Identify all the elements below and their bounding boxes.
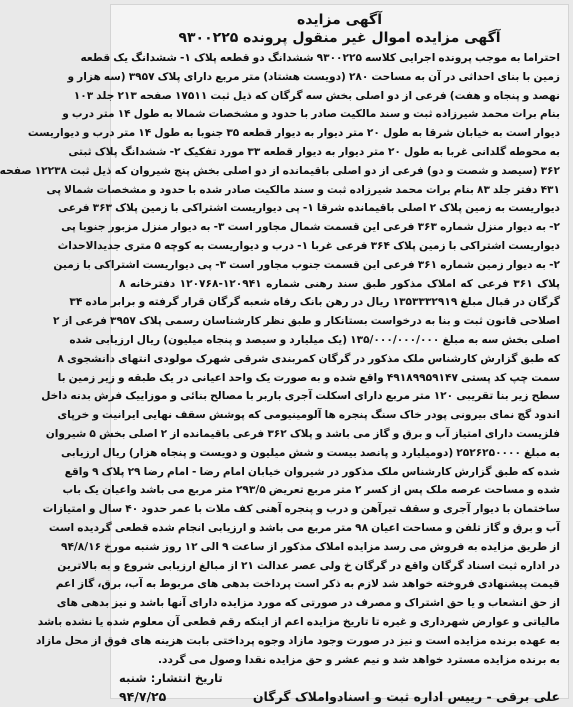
notice-line: ۲- به دیوار منزل شماره ۳۶۳ فرعی این قسمت شمال مجاور است ۳- به دیوار منزل مزبور جنوبا پی xyxy=(61,221,560,234)
notice-line: از طریق مزایده به فروش می رسد مزایده املاک مذکور از ساعت ۹ الی ۱۲ روز شنبه مورخ ۹۴/۸/۱۶ xyxy=(61,540,560,553)
notice-line: گرگان در قبال مبلغ ۱۳۵۳۳۳۲۹۱۹ ریال در رهن بانک رفاه شعبه گرگان قرار گرفته و برابر ماده ۳۴ xyxy=(69,296,560,309)
notice-line: شده که طبق گزارش کارشناس ملک مذکور در شیروان خیابان امام رضا - امام رضا ۲۹ پلاک ۹ واقع xyxy=(64,465,560,478)
notice-line: به محوطه گلدانی غربا به طول ۲۰ متر دیوار به دیوار قطعه ۳۳ مورد تفکیک ۲- ششدانگ پلاک ثبتی xyxy=(68,145,560,158)
notice-line: احتراما به موجب پرونده اجرایی کلاسه ۹۳۰۰۲۲۵ ششدانگ دو قطعه پلاک ۱- ششدانگ یک قطعه xyxy=(80,52,560,64)
notice-body xyxy=(0,47,568,669)
notice-line: اندود گچ نمای بیرونی پودر خاک سنگ پنجره ها آلومینیومی که پوشش سقف نهایی ایرانیت و خرپای xyxy=(57,409,560,422)
notice-line: دیواریست اشتراکی با زمین پلاک ۳۶۴ فرعی غربا ۱- درب و دیواریست به کوچه ۵ متری جدیدالاحداث xyxy=(57,239,560,252)
notice-line: در اداره ثبت اسناد گرگان واقع در گرگان خ ولی عصر عدالت ۲۱ از مبالغ ارزیابی شروع و به بالاترین xyxy=(57,559,560,572)
notice-line: به برنده مزایده مسترد خواهد شد و نیم عشر و حق مزایده نقدا وصول می گردد. xyxy=(157,653,560,666)
notice-line: به عهده برنده مزایده است و نیز در صورت وجود مازاد وجوه پرداختی بابت هزینه های فوق از محل مازاد xyxy=(35,634,560,647)
notice-line: سمت چپ کد پستی ۴۹۱۸۹۹۵۹۱۴۷ واقع شده و به صورت یک واحد اعیانی در یک طبقه و زیر زمین با xyxy=(57,371,560,384)
notice-line: ۳۶۲ (سیصد و شصت و دو) فرعی از دو اصلی باقیمانده از دو اصلی بخش پنج شیروان که ذیل ثبت ۱۲۲۳۸ صفحه xyxy=(0,164,560,177)
notice-line: سطح زیر بنا تقریبی ۱۲۰ متر مربع دارای اسکلت آجری باربر با مصالح بنائی و موزاییک فرش بدنه داخل xyxy=(41,390,560,403)
notice-line: دیوار است به خیابان شرقا به طول ۲۰ متر دیوار به دیوار قطعه ۳۵ جنوبا به طول ۱۴ متر درب و دیواریست xyxy=(27,127,560,140)
notice-line: ساختمان با دیوار آجری و سقف تیرآهن و درب و پنجره آهنی کف ملات با عمر حدود ۴۰ سال و امتیازات xyxy=(42,503,560,516)
notice-line: پلاک ۳۶۱ فرعی که املاک مذکور طبق سند رهنی شماره ۱۲۰۹۴۱-۱۲۰۷۶۸ دفترخانه ۸ xyxy=(119,277,560,290)
notice-line: به مبلغ ۲۵۲۶۲۵۰۰۰۰ (دومیلیارد و پانصد بیست و شش میلیون و دویست و پنجاه هزار) ریال ارزیابی xyxy=(61,446,560,459)
signature-line xyxy=(111,687,568,707)
notice-title: آگهی مزایده xyxy=(296,12,382,28)
notice-line: مالیاتی و عوارض شهرداری و غیره تا تاریخ مزایده اعم از اینکه رقم قطعی آن معلوم شده یا نشده باشد xyxy=(37,615,560,628)
notice-line: که طبق گزارش کارشناس ملک مذکور در گرگان کمربندی شرقی شهرک مولودی انتهای دانشجوی ۸ xyxy=(57,352,560,365)
signature-date: ۹۴/۷/۲۵ xyxy=(119,689,167,705)
publication-label: تاریخ انتشار: xyxy=(150,671,223,686)
notice-line: ۴۳۱ دفتر جلد ۸۳ بنام برات محمد شیرزاده ثبت و سند مالکیت صادر شده با حدود و مشخصات شمالا پی xyxy=(46,183,560,196)
notice-line: آب و برق و گاز تلفن و مساحت اعیان ۹۸ متر مربع می باشد و ارزیابی انجام شده قطعی گردیده است xyxy=(48,521,560,534)
publication-day: شنبه xyxy=(119,671,147,686)
notice-line: از حق انشعاب و یا حق اشتراک و مصرف در صورتی که مورد مزایده دارای آنها باشد و نیز بدهی های xyxy=(56,597,560,610)
notice-line: اصلی بخش سه به مبلغ ۱۳۵/۰۰۰/۰۰۰/۰۰۰ (یک میلیارد و سیصد و پنجاه میلیون) ریال ارزیابی شده xyxy=(69,333,560,346)
notice-line: شده و مساحت عرصه ملک پس از کسر ۲ متر مربع تعریض ۲۹۳/۵ متر مربع می باشد واعیان یک باب xyxy=(62,484,560,497)
notice-header xyxy=(111,5,568,47)
notice-line: زمین با بنای احداثی در آن به مساحت ۲۸۰ (دویست هشتاد) متر مربع دارای پلاک ۳۹۵۷ (سه هزار و xyxy=(67,70,560,83)
signer-name: علی برقی - رییس اداره ثبت و اسنادواملاک گرگان xyxy=(252,689,560,705)
publication-info xyxy=(111,669,568,687)
notice-line: دیواریست به زمین پلاک ۲ اصلی باقیمانده شرقا ۱- پی دیواریست اشتراکی با زمین پلاک ۳۶۳ فرعی xyxy=(58,202,560,215)
notice-line: ۲- به دیوار زمین شماره ۳۶۱ فرعی این قسمت جنوب مجاور است ۳- پی دیواریست اشتراکی با زمین xyxy=(53,258,560,271)
notice-line: فلزیست دارای امتیاز آب و برق و گاز می باشد و پلاک ۳۶۲ فرعی باقیمانده از ۲ اصلی بخش ۵ شیروان xyxy=(45,427,560,440)
notice-line: بنام برات محمد شیرزاده ثبت و سند مالکیت صادر با حدود و مشخصات شمالا به طول ۱۴ متر درب و xyxy=(62,108,560,121)
notice-line: اصلاحی قانون ثبت و بنا به درخواست بستانکار و طبق نظر کارشناسان رسمی پلاک ۳۹۵۷ فرعی از ۲ xyxy=(53,315,560,328)
notice-subtitle: آگهی مزایده اموال غیر منقول پرونده ۹۳۰۰۲۲۵ xyxy=(178,30,501,46)
notice-line: نهصد و پنجاه و هفت) فرعی از دو اصلی بخش سه گرگان که ذیل ثبت ۱۷۵۱۱ صفحه ۲۱۳ جلد ۱۰۳ xyxy=(73,89,560,102)
notice-sheet xyxy=(0,4,569,705)
notice-line: قیمت پیشنهادی فروخته خواهد شد لازم به ذکر است پرداخت بدهی های مربوط به آب، برق، گاز اعم xyxy=(55,578,560,591)
